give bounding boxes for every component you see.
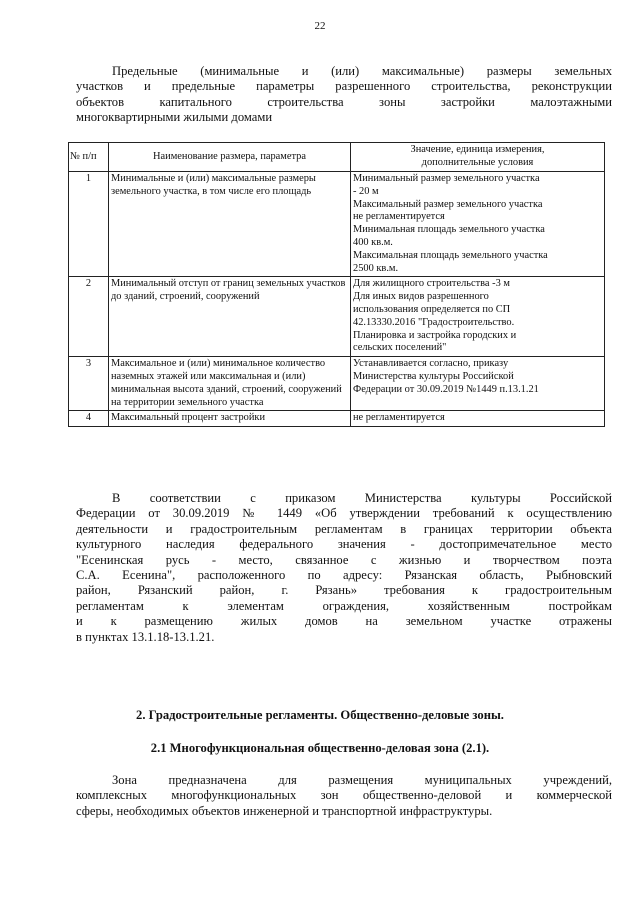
parameter-value-line: Для жилищного строительства -3 м [353, 278, 510, 290]
table-row [69, 277, 605, 357]
header-name: Наименование размера, параметра [109, 143, 351, 172]
paragraph-line: культурного наследия федерального значения - достопримечательное место [76, 537, 612, 552]
table-row [69, 411, 605, 427]
parameter-name: Максимальный процент застройки [109, 411, 351, 427]
parameter-value-line: Министерства культуры Российской [353, 370, 514, 382]
parameter-name: Максимальное и (или) минимальное количество наземных этажей или максимальная и (или) минимальная высота зданий, строений, сооружений на территории земельного участка [109, 357, 351, 411]
header-value-line: дополнительные условия [421, 157, 534, 168]
table-header-row [69, 143, 605, 172]
parameter-value-line: не регламентируется [353, 412, 445, 424]
section-title-line: многоквартирными жилыми домами [76, 109, 273, 124]
paragraph-line: в пунктах 13.1.18-13.1.21. [76, 629, 215, 644]
section-title-line: участков и предельные параметры разрешенного строительства, реконструкции [76, 79, 612, 94]
heading-section-2-1: 2.1 Многофункциональная общественно-деловая зона (2.1). [150, 741, 490, 755]
parameter-name: Минимальный отступ от границ земельных участков до зданий, строений, сооружений [109, 277, 351, 357]
header-num: № п/п [69, 143, 109, 172]
parameter-value [351, 357, 605, 411]
paragraph-line: комплексных многофункциональных зон общественно-деловой и коммерческой [76, 788, 612, 803]
paragraph-zone-purpose [76, 773, 612, 819]
paragraph-line: Федерации от 30.09.2019 № 1449 «Об утверждении требований к осуществлению [76, 506, 612, 521]
row-number: 2 [69, 277, 109, 357]
row-number: 3 [69, 357, 109, 411]
heading-section-2: 2. Градостроительные регламенты. Общественно-деловые зоны. [136, 708, 504, 722]
table-row [69, 172, 605, 277]
parameter-value-line: Для иных видов разрешенного [353, 291, 489, 303]
row-number: 1 [69, 172, 109, 277]
parameter-value-line: Планировка и застройка городских и [353, 329, 517, 341]
page-number: 22 [314, 20, 326, 32]
header-value [351, 143, 605, 172]
parameter-value [351, 411, 605, 427]
section-title-line: Предельные (минимальные и (или) максимальные) размеры земельных [112, 64, 612, 78]
paragraph-line: Зона предназначена для размещения муниципальных учреждений, [112, 773, 612, 787]
parameter-value-line: Максимальная площадь земельного участка [353, 249, 548, 261]
parameter-value-line: 42.13330.2016 "Градостроительство. [353, 316, 515, 328]
section-title-line: объектов капитального строительства зоны застройки малоэтажными [76, 94, 612, 109]
parameter-value-line: сельских поселений" [353, 342, 447, 354]
parameter-value [351, 172, 605, 277]
parameter-value-line: - 20 м [353, 185, 379, 197]
header-value-line: Значение, единица измерения, [410, 144, 545, 156]
table-row [69, 357, 605, 411]
parameter-value-line: Минимальная площадь земельного участка [353, 224, 545, 236]
parameter-value-line: Федерации от 30.09.2019 №1449 п.13.1.21 [353, 383, 539, 395]
paragraph-line: деятельности и градостроительным регламентам в границах территории объекта [76, 521, 612, 536]
row-number: 4 [69, 411, 109, 427]
section-title [76, 64, 612, 125]
paragraph-regulation [76, 491, 612, 645]
parameter-value-line: 2500 кв.м. [353, 262, 399, 274]
paragraph-line: С.А. Есенина", расположенного по адресу: Рязанская область, Рыбновский [76, 568, 612, 583]
paragraph-line: район, Рязанский район, г. Рязань» требования к градостроительным [76, 583, 612, 598]
parameter-name: Минимальные и (или) максимальные размеры земельного участка, в том числе его площадь [109, 172, 351, 277]
paragraph-line: и к размещению жилых домов на земельном участке отражены [76, 614, 612, 629]
paragraph-line: регламентам к элементам ограждения, хозяйственным постройкам [76, 598, 612, 613]
parameters-table [68, 142, 605, 427]
paragraph-line: "Есенинская русь - место, связанное с жизнью и творчеством поэта [76, 552, 612, 567]
parameter-value-line: 400 кв.м. [353, 236, 393, 248]
parameter-value-line: использования определяется по СП [353, 303, 511, 315]
parameter-value-line: Минимальный размер земельного участка [353, 173, 540, 184]
paragraph-line: В соответствии с приказом Министерства культуры Российской [112, 491, 612, 505]
parameter-value-line: Максимальный размер земельного участка [353, 198, 543, 210]
paragraph-line: сферы, необходимых объектов инженерной и транспортной инфраструктуры. [76, 803, 493, 818]
parameter-value-line: Устанавливается согласно, приказу [353, 358, 509, 370]
parameter-value-line: не регламентируется [353, 211, 445, 223]
parameter-value [351, 277, 605, 357]
